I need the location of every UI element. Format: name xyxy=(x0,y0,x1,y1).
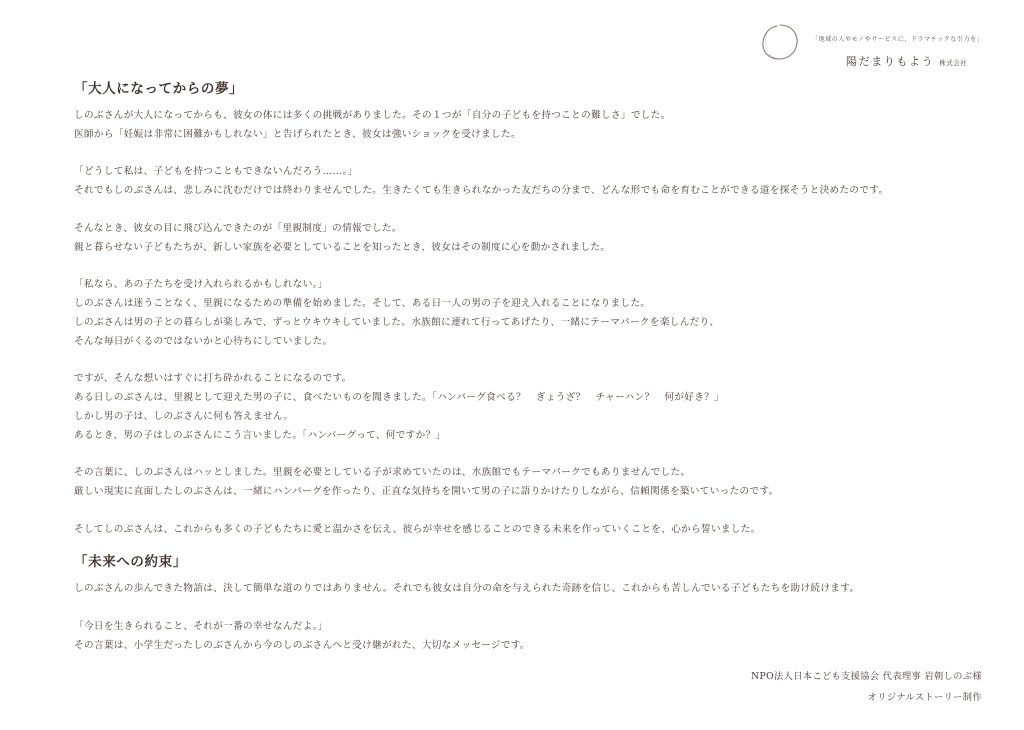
text-line: しのぶさんが大人になってからも、彼女の体には多くの挑戦がありました。その１つが「自分の子どもを持つことの難しさ」でした。 xyxy=(74,110,671,121)
text-line: 「私なら、あの子たちを受け入れられるかもしれない。」 xyxy=(74,279,328,291)
brush-circle-logo-icon xyxy=(758,22,802,62)
paragraph-gap xyxy=(74,351,1004,370)
text-line: しのぶさんは男の子との暮らしが楽しみで、ずっとウキウキしていました。水族館に連れて行ってあげたり、一緒にテーマパークを楽しんだり、 xyxy=(74,316,720,328)
text-line: 親と暮らせない子どもたちが、新しい家族を必要としていることを知ったとき、彼女はその制度に心を動かされました。 xyxy=(74,241,611,253)
text-line: その言葉に、しのぶさんはハッとしました。里親を必要としている子が求めていたのは、水族館でもテーマパークでもありませんでした。 xyxy=(74,467,691,479)
paragraph-gap xyxy=(74,502,1004,521)
company-suffix: 株式会社 xyxy=(939,59,968,67)
section-adult-dream xyxy=(74,79,1004,539)
text-line: しのぶさんは迷うことなく、里親になるための準備を始めました。そして、ある日一人の男の子を迎え入れることになりました。 xyxy=(74,297,651,309)
story-content xyxy=(74,79,1004,656)
paragraph xyxy=(74,464,1004,502)
paragraph xyxy=(74,163,1004,201)
paragraph-gap xyxy=(74,145,1004,164)
section-heading: 「大人になってからの夢」 xyxy=(74,81,244,97)
paragraph-gap xyxy=(74,445,1004,464)
text-line: ですが、そんな想いはすぐに打ち砕かれることになるのです。 xyxy=(74,373,352,385)
text-line: そんな毎日がくるのではないかと心待ちにしていました。 xyxy=(74,335,333,347)
paragraph xyxy=(74,370,1004,445)
paragraph-gap xyxy=(74,257,1004,276)
paragraph-gap xyxy=(74,599,1004,618)
credits xyxy=(751,666,982,708)
section-future-promise xyxy=(74,552,1004,655)
text-line: それでもしのぶさんは、悲しみに沈むだけでは終わりませんでした。生きたくても生きられなかった友だちの分まで、どんな形でも命を育むことができる道を探そうと決めたのです。 xyxy=(74,185,889,197)
credit-line-production: オリジナルストーリー制作 xyxy=(867,692,982,703)
text-line: 「どうして私は、子どもを持つこともできないんだろう……。」 xyxy=(74,166,358,178)
company-name: 陽だまりもよう xyxy=(846,55,935,68)
text-line: その言葉は、小学生だったしのぶさんから今のしのぶさんへと受け継がれた、大切なメッセージです。 xyxy=(74,639,530,651)
text-line: そしてしのぶさんは、これからも多くの子どもたちに愛と温かさを伝え、彼らが幸せを感じることのできる未来を作っていくことを、心から誓いました。 xyxy=(74,523,761,535)
text-line: しのぶさんの歩んできた物語は、決して簡単な道のりではありません。それでも彼女は自分の命を与えられた奇跡を信じ、これからも苦しんでいる子どもたちを助け続けます。 xyxy=(74,583,860,595)
company-brand xyxy=(846,50,967,69)
text-line: 医師から「妊娠は非常に困難かもしれない」と告げられたとき、彼女は強いショックを受けました。 xyxy=(74,128,521,140)
company-tagline: 「地域の人やモノやサービスに、ドラマチックな引力を」 xyxy=(812,36,984,43)
credit-line-organization: NPO法人日本こども支援協会 代表理事 岩朝しのぶ様 xyxy=(751,671,982,682)
text-line: しかし男の子は、しのぶさんに何も答えません。 xyxy=(74,410,294,422)
paragraph xyxy=(74,618,1004,656)
paragraph xyxy=(74,107,1004,145)
text-line: 厳しい現実に直面したしのぶさんは、一緒にハンバーグを作ったり、正直な気持ちを開いて男の子に語りかけたりしながら、信頼関係を築いていったのです。 xyxy=(74,485,779,497)
text-line: あるとき、男の子はしのぶさんにこう言いました。「ハンバーグって、何ですか？」 xyxy=(74,429,446,441)
paragraph xyxy=(74,276,1004,351)
text-line: そんなとき、彼女の目に飛び込んできたのが「里親制度」の情報でした。 xyxy=(74,222,402,234)
section-heading: 「未来への約束」 xyxy=(74,554,187,571)
paragraph xyxy=(74,220,1004,258)
paragraph xyxy=(74,580,1004,599)
paragraph-gap xyxy=(74,201,1004,220)
text-line: 「今日を生きられること、それが一番の幸せなんだよ。」 xyxy=(74,620,328,632)
text-line: ある日しのぶさんは、里親として迎えた男の子に、食べたいものを聞きました。「ハンバーグ食べる？ ぎょうざ？ チャーハン？ 何が好き？」 xyxy=(74,391,725,403)
paragraph xyxy=(74,521,1004,540)
